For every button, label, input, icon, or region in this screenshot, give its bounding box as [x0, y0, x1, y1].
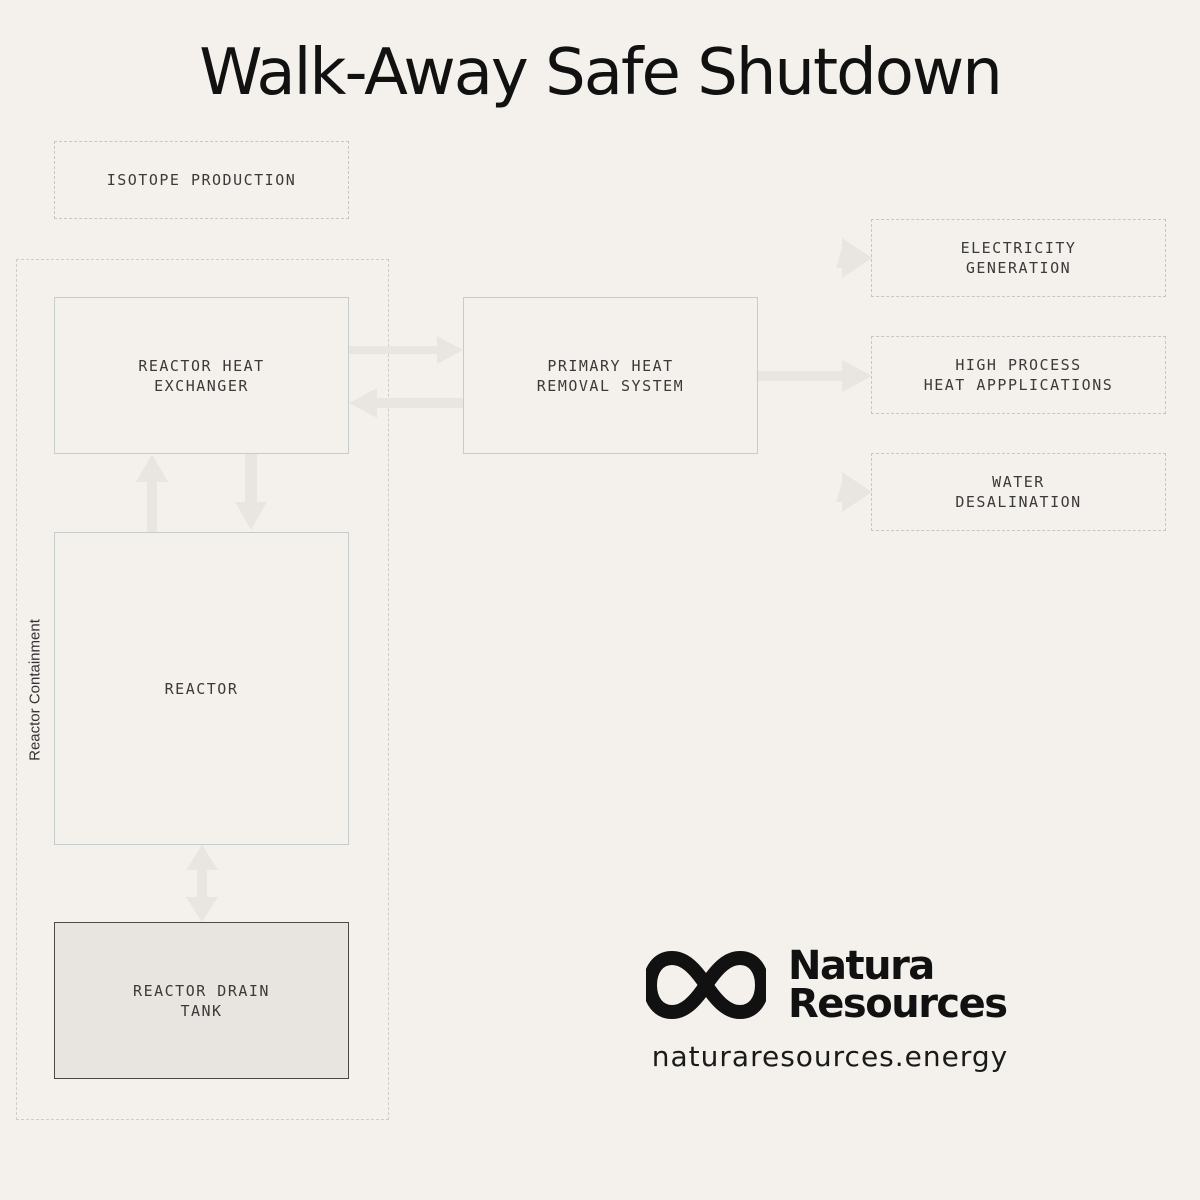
- reactor-heat-exchanger-box: REACTOR HEAT EXCHANGER: [54, 297, 349, 454]
- page-title: Walk-Away Safe Shutdown: [199, 36, 1001, 110]
- website-url[interactable]: naturaresources.energy: [651, 1040, 1009, 1073]
- reactor-containment-label: Reactor Containment: [26, 619, 44, 761]
- arrow-to-electricity: [836, 238, 872, 278]
- arrow-trunk-to-process-heat: [757, 360, 872, 392]
- isotope-production-box: ISOTOPE PRODUCTION: [54, 141, 349, 219]
- brand-name-line2: Resources: [788, 981, 1007, 1027]
- brand-name-line1: Natura: [788, 943, 934, 989]
- arrow-reactor-to-hx: [136, 454, 168, 532]
- water-desalination-box: WATER DESALINATION: [871, 453, 1166, 531]
- arrow-primary-to-hx: [349, 388, 463, 418]
- brand-name: [788, 943, 1007, 1027]
- reactor-box: REACTOR: [54, 532, 349, 845]
- brand-logo: [646, 945, 1026, 1035]
- arrow-hx-to-reactor: [235, 454, 267, 530]
- arrow-hx-to-primary: [349, 336, 463, 364]
- reactor-drain-tank-box: REACTOR DRAIN TANK: [54, 922, 349, 1079]
- infinity-logo-icon: [646, 945, 766, 1025]
- primary-heat-removal-box: PRIMARY HEAT REMOVAL SYSTEM: [463, 297, 758, 454]
- high-process-heat-box: HIGH PROCESS HEAT APPPLICATIONS: [871, 336, 1166, 414]
- electricity-generation-box: ELECTRICITY GENERATION: [871, 219, 1166, 297]
- arrow-reactor-drain-tank: [186, 845, 218, 922]
- arrow-to-desalination: [836, 472, 872, 512]
